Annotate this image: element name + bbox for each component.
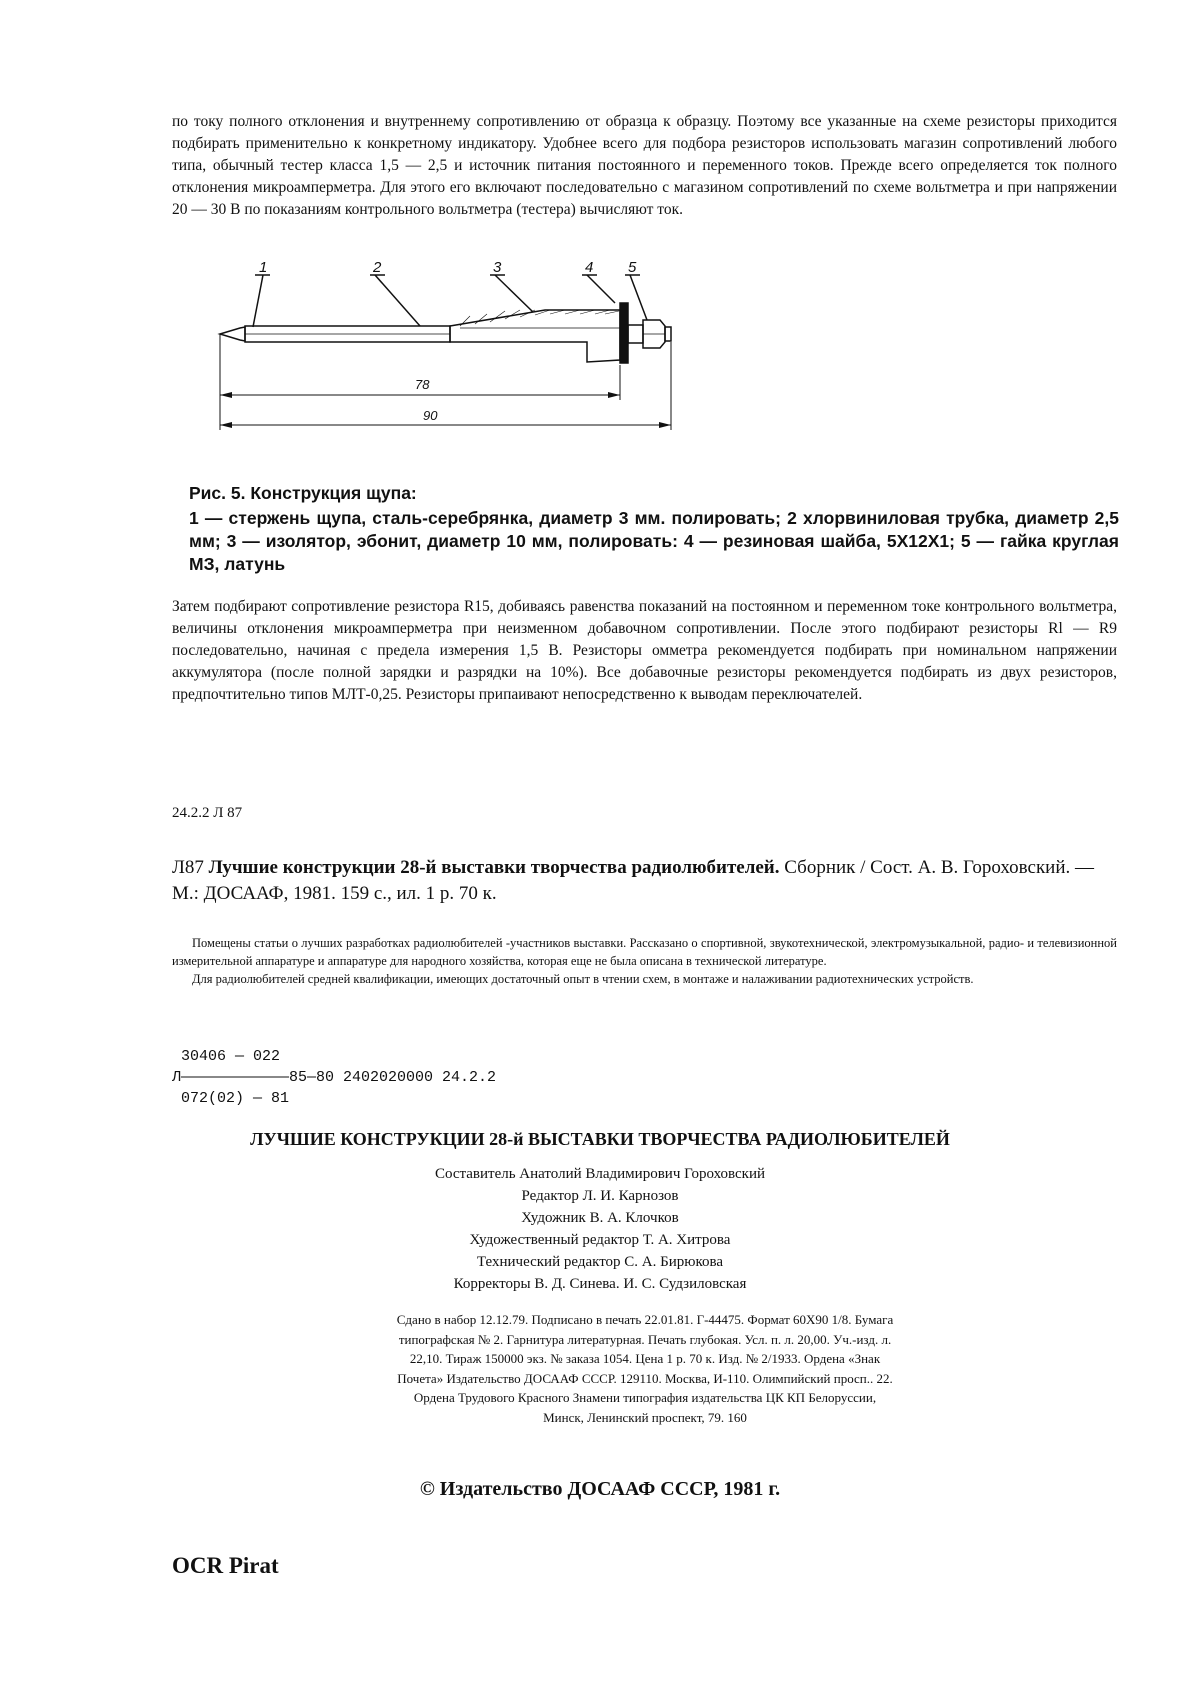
credit-line: Художник В. А. Клочков (521, 1210, 679, 1226)
biblio-title: Лучшие конструкции 28-й выставки творчества радиолюбителей. (208, 857, 780, 878)
dimension-label-inner: 78 (415, 377, 430, 392)
code-line: 30406 — 022 (172, 1048, 281, 1065)
callout-1: 1 (259, 259, 268, 276)
code-line: 072(02) — 81 (172, 1090, 290, 1107)
code-line: Л————————————85—80 2402020000 24.2.2 (172, 1069, 497, 1086)
udk-code: 24.2.2 Л 87 (172, 805, 243, 821)
abstract-paragraph: Помещены статьи о лучших разработках радиолюбителей -участников выставки. Рассказано о спортивной, звукотехнической, электромузыкальной, радио- и телевизионной измерительной аппаратуре и аппаратуре для народного хозяйства, которая еще не была описана в технической литературе. (172, 936, 1117, 968)
paragraph-top (172, 111, 1117, 221)
abstract-paragraph: Для радиолюбителей средней квалификации, имеющих достаточный опыт в чтении схем, в монтаже и налаживании радиотехнических устройств. (192, 972, 974, 986)
credit-line: Корректоры В. Д. Синева. И. С. Судзиловская (453, 1276, 747, 1292)
biblio-rest: Сборник / Сост. А. В. Гороховский. — М.: ДОСААФ, 1981. 159 с., ил. 1 р. 70 к. (172, 857, 1095, 904)
credit-line: Художественный редактор Т. А. Хитрова (469, 1232, 731, 1248)
caption-body: 1 — стержень щупа, сталь-серебрянка, диаметр 3 мм. полировать; 2 хлорвиниловая трубка, диаметр 2,5 мм; 3 — изолятор, эбонит, диаметр 10 мм, полировать: 4 — резиновая шайба, 5Х12Х1; 5 — гайка круглая МЗ, латунь (189, 508, 1119, 574)
biblio-prefix: Л87 (172, 857, 209, 878)
credit-line: Составитель Анатолий Владимирович Гороховский (434, 1166, 766, 1182)
callout-5: 5 (628, 259, 637, 276)
paragraph-middle-text: Затем подбирают сопротивление резистора R15, добиваясь равенства показаний на постоянном и переменном токе контрольного вольтметра, величины отклонения микроамперметра при неизменном добавочном сопротивлении. После этого подбирают резисторы Rl — R9 последовательно, начиная с предела измерения 1,5 В. Резисторы омметра рекомендуется подбирать при номинальном напряжении аккумулятора (после полной зарядки и разрядки на 10%). Все добавочные резисторы рекомендуется подбирать из двух резисторов, предпочтительно типов МЛТ-0,25. Резисторы припаивают непосредственно к выводам переключателей. (172, 598, 1117, 703)
imprint: Сдано в набор 12.12.79. Подписано в печать 22.01.81. Г-44475. Формат 60X90 1/8. Бумага типографская № 2. Гарнитура литературная. Печать глубокая. Усл. п. л. 20,00. Уч.-изд. л. 22,10. Тираж 150000 экз. № заказа 1054. Цена 1 р. 70 к. Изд. № 2/1933. Ордена «Знак Почета» Издательство ДОСААФ СССР. 129110. Москва, И-110. Олимпийский просп.. 22. Ордена Трудового Красного Знамени типография издательства ЦК КП Белоруссии, Минск, Ленинский проспект, 79. 160 (396, 1312, 894, 1425)
credits (0, 1163, 1200, 1295)
classification-codes (172, 1046, 496, 1109)
paragraph-middle (172, 596, 1117, 706)
paragraph-top-text: по току полного отклонения и внутреннему сопротивлению от образца к образцу. Поэтому все указанные на схеме резисторы приходится подбирать применительно к конкретному индикатору. Удобнее всего для подбора резисторов использовать магазин сопротивлений любого типа, обычный тестер класса 1,5 — 2,5 и источник питания постоянного и переменного токов. Прежде всего определяется ток полного отклонения микроамперметра. Для этого его включают последовательно с магазином сопротивлений по схеме вольтметра и при напряжении 20 — 30 В по показаниям контрольного вольтметра (тестера) вычисляют ток. (172, 113, 1117, 218)
figure-caption (189, 482, 1119, 576)
abstract (172, 934, 1117, 988)
dimension-label-outer: 90 (423, 408, 438, 423)
callout-4: 4 (585, 259, 594, 276)
copyright: © Издательство ДОСААФ СССР, 1981 г. (419, 1478, 781, 1500)
ocr-mark: OCR Pirat (172, 1553, 279, 1578)
book-title: ЛУЧШИЕ КОНСТРУКЦИИ 28-й ВЫСТАВКИ ТВОРЧЕСТВА РАДИОЛЮБИТЕЛЕЙ (250, 1129, 950, 1149)
insulator-shape (450, 310, 620, 362)
bibliographic-record (172, 855, 1117, 907)
washer-shape (620, 303, 628, 363)
callout-3: 3 (493, 259, 502, 276)
caption-title: Рис. 5. Конструкция щупа: (189, 483, 417, 503)
callout-2: 2 (373, 259, 382, 276)
probe-tip-shape (220, 327, 245, 341)
probe-drawing (215, 259, 755, 465)
credit-line: Технический редактор С. А. Бирюкова (476, 1254, 724, 1270)
credit-line: Редактор Л. И. Карнозов (521, 1188, 679, 1204)
